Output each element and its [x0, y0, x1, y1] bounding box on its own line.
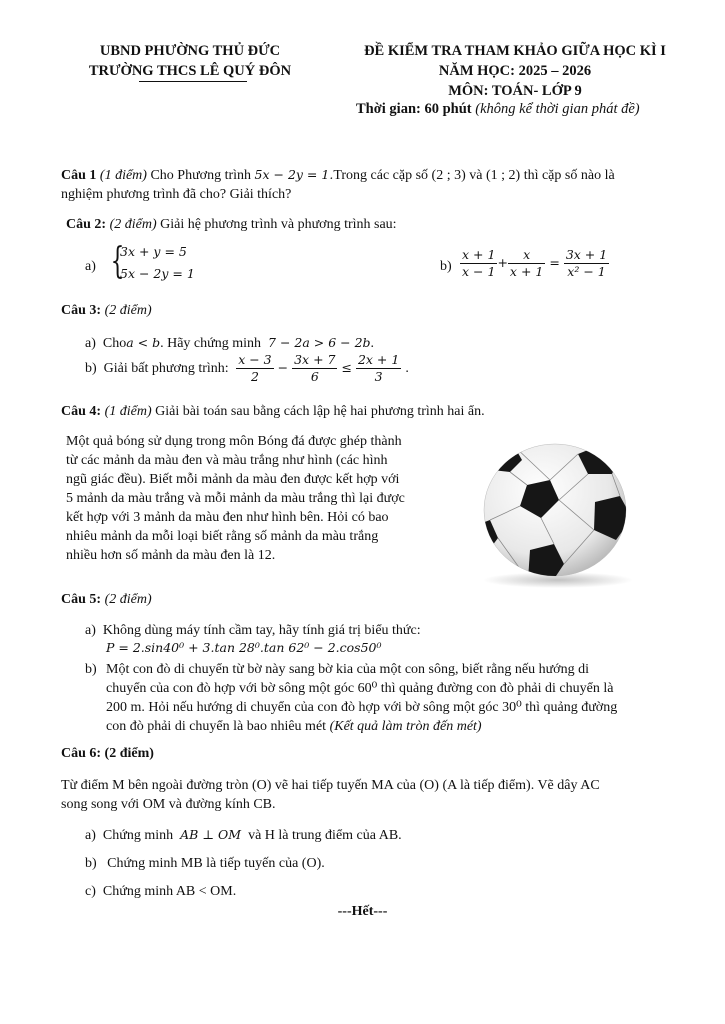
question-4: Câu 4: (1 điểm) Giải bài toán sau bằng cách lập hệ hai phương trình hai ẩn.	[61, 404, 485, 419]
q3-label: Câu 3:	[61, 303, 102, 318]
school-year: NĂM HỌC: 2025 – 2026	[438, 63, 592, 79]
subject: MÔN: TOÁN- LỚP 9	[448, 83, 582, 99]
q5-points: (2 điểm)	[104, 592, 152, 607]
ward-name: UBND PHƯỜNG THỦ ĐỨC	[99, 43, 281, 59]
exam-header	[335, 41, 695, 101]
q6-part-c: c) Chứng minh AB < OM.	[85, 884, 237, 899]
q2-points: (2 điểm)	[109, 217, 157, 232]
question-5	[61, 590, 152, 609]
soccer-ball-image	[470, 440, 650, 590]
school-header	[55, 41, 325, 81]
q2-b-label: b)	[440, 259, 452, 274]
q1-label: Câu 1	[61, 168, 97, 183]
question-3	[61, 301, 152, 320]
q6-problem: Từ điểm M bên ngoài đường tròn (O) vẽ hai tiếp tuyến MA của (O) (A là tiếp điểm). Vẽ dây AC song song với OM và đường kính CB.	[61, 778, 600, 812]
q5-expression: P = 2.sin40⁰ + 3.tan 28⁰.tan 62⁰ − 2.cos50⁰	[106, 640, 382, 655]
q6-part-a: a) Chứng minh AB ⊥ OM và H là trung điểm của AB.	[85, 827, 402, 843]
q2-a-label: a)	[85, 259, 96, 274]
q6-part-b: b) Chứng minh MB là tiếp tuyến của (O).	[85, 856, 325, 871]
q4-problem-text: Một quả bóng sử dụng trong môn Bóng đá được ghép thành từ các mảnh da màu đen và màu trắng như hình (các hình ngũ giác đều). Biết mỗi mảnh da màu đen được kết hợp với 5 mảnh da màu trắng và mỗi mảnh da màu trắng thì lại được kết hợp với 3 mảnh da màu đen như hình bên. Hỏi có bao nhiêu mảnh da mỗi loại biết rằng số mảnh da màu trắng nhiều hơn số mảnh da màu đen là 12.	[66, 434, 405, 563]
q5-part-b: b) Một con đò di chuyển từ bờ này sang bờ kia của một con sông, biết rằng nếu hướng di chuyển của con đò hợp với bờ sông một góc 60⁰ thì quảng đường con đò phải di chuyển là 200 m. Hỏi nếu hướng di chuyển của con đò hợp với bờ sông một góc 30⁰ thì quảng đường con đò phải di chuyển là bao nhiêu mét (Kết quả làm tròn đến mét)	[85, 662, 618, 734]
q4-label: Câu 4:	[61, 404, 102, 419]
q2-sys-eq1: 3x + y = 5	[120, 244, 187, 259]
q6-label: Câu 6: (2 điểm)	[61, 746, 154, 761]
q4-points: (1 điểm)	[104, 404, 152, 419]
question-2: Câu 2: (2 điểm) Giải hệ phương trình và phương trình sau:	[66, 217, 397, 232]
end-marker: ---Hết---	[337, 904, 388, 919]
q5-part-a: a) Không dùng máy tính cầm tay, hãy tính giá trị biểu thức:	[85, 623, 421, 638]
q2-rational-equation: $\frac{x + 1}{x - 1}$ + $\frac{x}{x + 1}$ = $\frac{3x + 1}{\text{x² − 1}}$	[462, 247, 608, 279]
q5-label: Câu 5:	[61, 592, 102, 607]
q1-points: (1 điểm)	[99, 168, 147, 183]
q3-part-b: b) Giải bất phương trình: $\frac{x - 3}{2}$ − $\frac{3x + 7}{6}$ ≤ $\frac{2x + 1}{3}$ .	[85, 352, 409, 384]
exam-title: ĐỀ KIỂM TRA THAM KHẢO GIỮA HỌC KÌ I	[364, 43, 666, 59]
q2-sys-eq2: 5x − 2y = 1	[120, 266, 195, 281]
q2-label: Câu 2:	[66, 217, 107, 232]
q1-equation: 5x − 2y = 1.	[254, 167, 334, 182]
q3-part-a: a) Choa < b. Hãy chứng minh 7 − 2a > 6 − 2b.	[85, 335, 375, 351]
header-underline	[139, 81, 247, 82]
question-1: Câu 1 (1 điểm) Cho Phương trình 5x − 2y = 1.Trong các cặp số (2 ; 3) và (1 ; 2) thì cặp số nào là nghiệm phương trình đã cho? Giải thích?	[61, 167, 615, 202]
school-name: TRƯỜNG THCS LÊ QUÝ ĐÔN	[88, 63, 292, 79]
exam-time: Thời gian: 60 phút (không kể thời gian phát đề)	[356, 101, 640, 117]
q3-points: (2 điểm)	[104, 303, 152, 318]
